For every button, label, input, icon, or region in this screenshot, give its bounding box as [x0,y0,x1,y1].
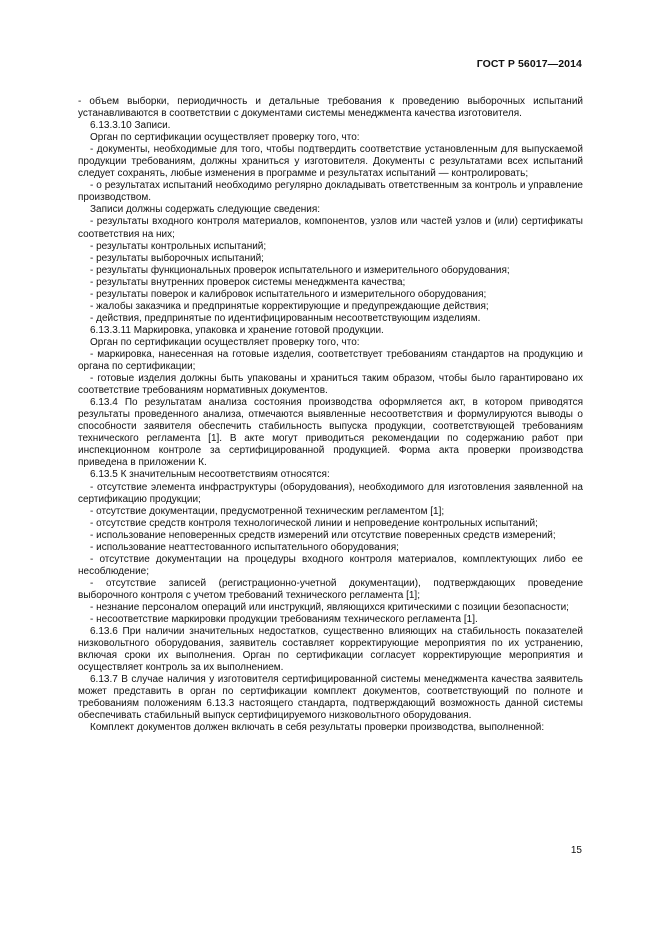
list-item: - отсутствие документации, предусмотренной техническим регламентом [1]; [90,505,445,517]
list-item: - результаты внутренних проверок системы менеджмента качества; [90,276,406,288]
list-item: - готовые изделия должны быть упакованы и храниться таким образом, чтобы было гарантировано их соответствие требованиям нормативных документов. [78,373,583,397]
paragraph: Орган по сертификации осуществляет проверку того, что: [90,336,360,348]
list-item: - действия, предпринятые по идентифицированным несоответствующим изделиям. [90,312,481,324]
section-heading: 6.13.3.10 Записи. [90,120,171,132]
list-item: - отсутствие документации на процедуры входного контроля материалов, комплектующих либо ее несоблюдение; [78,553,583,577]
section-heading: 6.13.3.11 Маркировка, упаковка и хранение готовой продукции. [90,324,384,336]
body-text [78,96,583,734]
list-item: - использование неповеренных средств измерений или отсутствие поверенных средств измерений; [90,529,556,541]
list-item: - использование неаттестованного испытательного оборудования; [90,541,399,553]
paragraph: Записи должны содержать следующие сведения: [90,204,321,216]
paragraph: - объем выборки, периодичность и детальные требования к проведению выборочных испытаний устанавливаются в соответствии с документами системы менеджмента качества изготовителя. [78,96,583,120]
list-item: - маркировка, нанесенная на готовые изделия, соответствует требованиям стандартов на продукцию и органа по сертификации; [78,348,583,373]
list-item: - результаты выборочных испытаний; [90,252,264,264]
list-item: - результаты функциональных проверок испытательного и измерительного оборудования; [90,264,510,276]
list-item: - жалобы заказчика и предпринятые корректирующие и предупреждающие действия; [90,300,489,312]
section-heading: 6.13.5 К значительным несоответствиям относятся: [90,469,330,481]
page-number: 15 [570,845,582,856]
paragraph: Комплект документов должен включать в себя результаты проверки производства, выполненной: [90,722,545,734]
document-id-header: ГОСТ Р 56017—2014 [476,58,582,70]
list-item: - отсутствие записей (регистрационно-учетной документации), подтверждающих проведение выборочного контроля с учетом требований технического регламента [1]; [78,577,583,601]
paragraph: 6.13.6 При наличии значительных недостатков, существенно влияющих на стабильность показателей низковольтного оборудования, заявитель составляет корректирующие мероприятия по их устранению, включая сроки их выполнения. Орган по сертификации согласует корректирующие мероприятия и осуществляет контроль за их выполнением. [78,626,583,674]
list-item: - результаты поверок и калибровок испытательного и измерительного оборудования; [90,288,487,300]
list-item: - отсутствие элемента инфраструктуры (оборудования), необходимого для изготовления заявленной на сертификацию продукции; [78,481,583,505]
list-item: - отсутствие средств контроля технологической линии и непроведение контрольных испытаний; [90,517,538,529]
list-item: - результаты контрольных испытаний; [90,240,267,252]
paragraph: 6.13.7 В случае наличия у изготовителя сертифицированной системы менеджмента качества заявитель может представить в орган по сертификации комплект документов, соответствующий по полноте и требованиям положениям 6.13.3 настоящего стандарта, подтверждающий возможность данной системы обеспечивать стабильный выпуск сертифицируемого низковольтного оборудования. [78,674,583,722]
paragraph: Орган по сертификации осуществляет проверку того, что: [90,132,360,144]
list-item: - документы, необходимые для того, чтобы подтвердить соответствие установленным для выпускаемой продукции требованиям, должны храниться у изготовителя. Документы с результатами всех испытаний следует сохранять, любые изменения в программе и результатах испытаний — контролировать; [78,144,583,180]
list-item: - о результатах испытаний необходимо регулярно докладывать ответственным за контроль и управление производством. [78,180,583,204]
paragraph: 6.13.4 По результатам анализа состояния производства оформляется акт, в котором приводятся результаты проведенного анализа, отмечаются выявленные несоответствия и формулируются выводы о способности заявителя обеспечить стабильность выпуска продукции, соответствующей требованиям технического регламента [1]. В акте могут приводиться рекомендации по содержанию работ при инспекционном контроле за сертифицированной продукцией. Форма акта проверки производства приведена в приложении К. [78,397,583,469]
list-item: - результаты входного контроля материалов, компонентов, узлов или частей узлов и (или) сертификаты соответствия на них; [78,216,583,240]
list-item: - незнание персоналом операций или инструкций, являющихся критическими с позиции безопасности; [90,601,569,613]
list-item: - несоответствие маркировки продукции требованиям технического регламента [1]. [90,614,478,626]
